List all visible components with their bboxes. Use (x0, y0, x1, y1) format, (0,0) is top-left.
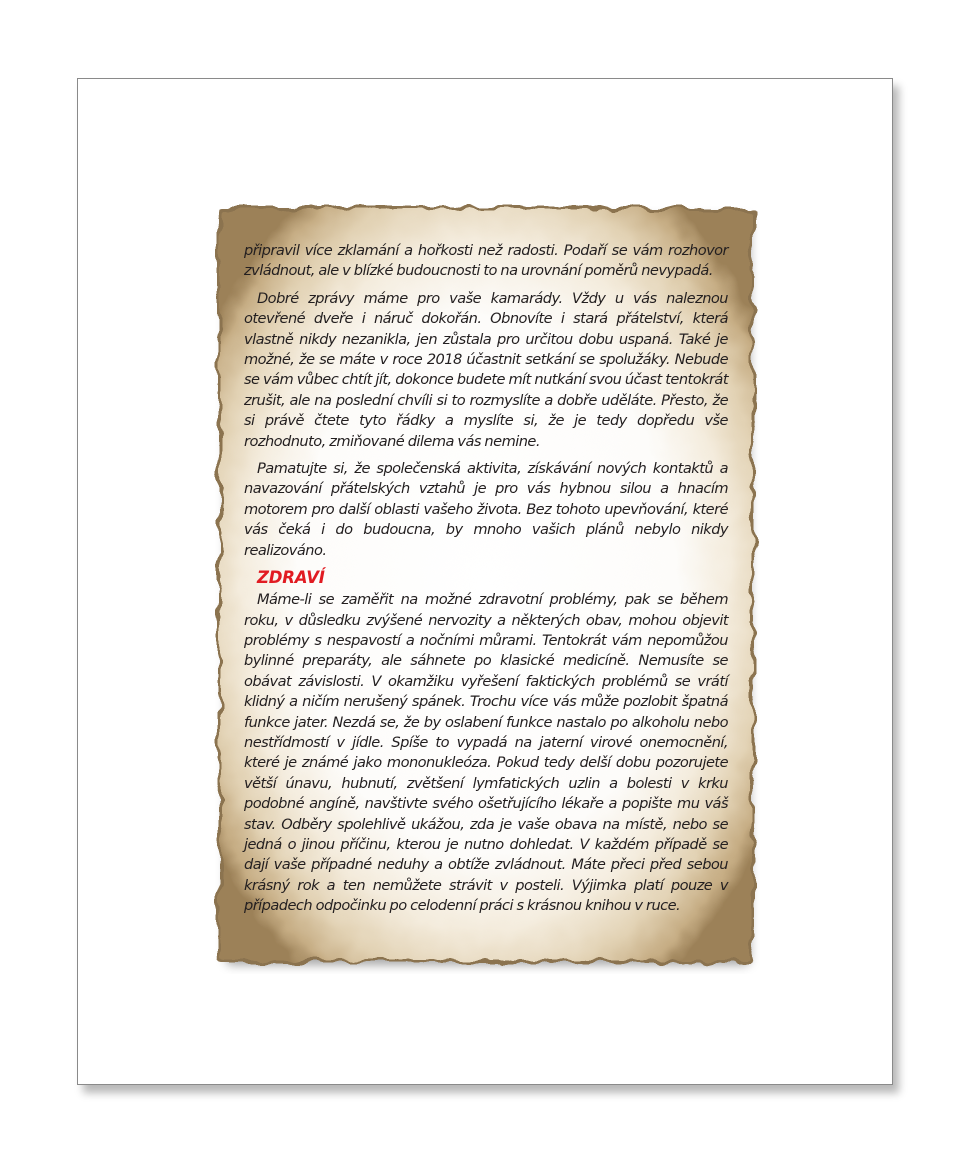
article-text (244, 241, 728, 924)
intro-paragraph: připravil více zklamání a hořkosti než radosti. Podaří se vám rozhovor zvládnout, ale v blízké budoucnosti to na urovnání poměrů nevypadá. (244, 242, 728, 280)
health-paragraph: Máme-li se zaměřit na možné zdravotní problémy, pak se během roku, v důsledku zvýšené nervozity a některých obav, mohou objevit problémy s nespavostí a nočními můrami. Tentokrát vám nepomůžou bylinné preparáty, ale sáhnete po klasické medicíně. Nemusíte se obávat závislosti. V okamžiku vyřešení faktických problémů se vrátí klidný a ničím nerušený spánek. Trochu více vás může pozlobit špatná funkce jater. Nezdá se, že by oslabení funkce nastalo po alkoholu nebo nestřídmostí v jídle. Spíše to vypadá na jaterní virové onemocnění, které je známé jako mononukleóza. Pokud tedy delší dobu pozorujete větší únavu, hubnutí, zvětšení lymfatických uzlin a bolesti v krku podobné angíně, navštivte svého ošetřujícího lékaře a popište mu váš stav. Odběry spolehlivě ukážou, zda je vaše obava na místě, nebo se jedná o jinou příčinu, kterou je nutno dohledat. V každém případě se dají vaše případné neduhy a obtíže zvládnout. Máte přeci před sebou krásný rok a ten nemůžete strávit v posteli. Výjimka platí pouze v případech odpočinku po celodenní práci s krásnou knihou v ruce. (244, 591, 728, 915)
page-frame (77, 78, 893, 1085)
health-heading: ZDRAVÍ (257, 568, 325, 588)
friends-paragraph: Dobré zprávy máme pro vaše kamarády. Vždy u vás naleznou otevřené dveře i náruč dokořán. Obnovíte i stará přátelství, která vlastně nikdy nezanikla, jen zůstala pro určitou dobu uspaná. Také je možné, že se máte v roce 2018 účastnit setkání se spolužáky. Nebude se vám vůbec chtít jít, dokonce budete mít nutkání svou účast tentokrát zrušit, ale na poslední chvíli si to rozmyslíte a dobře uděláte. Přesto, že si právě čtete tyto řádky a myslíte si, že je tedy dopředu vše rozhodnuto, zmiňované dilema vás nemine. (244, 289, 728, 450)
parchment-card (212, 201, 760, 974)
social-paragraph: Pamatujte si, že společenská aktivita, získávání nových kontaktů a navazování přátelských vztahů je pro vás hybnou silou a hnacím motorem pro další oblasti vašeho života. Bez tohoto upevňování, které vás čeká i do budoucna, by mnoho vašich plánů nebylo nikdy realizováno. (244, 460, 728, 559)
